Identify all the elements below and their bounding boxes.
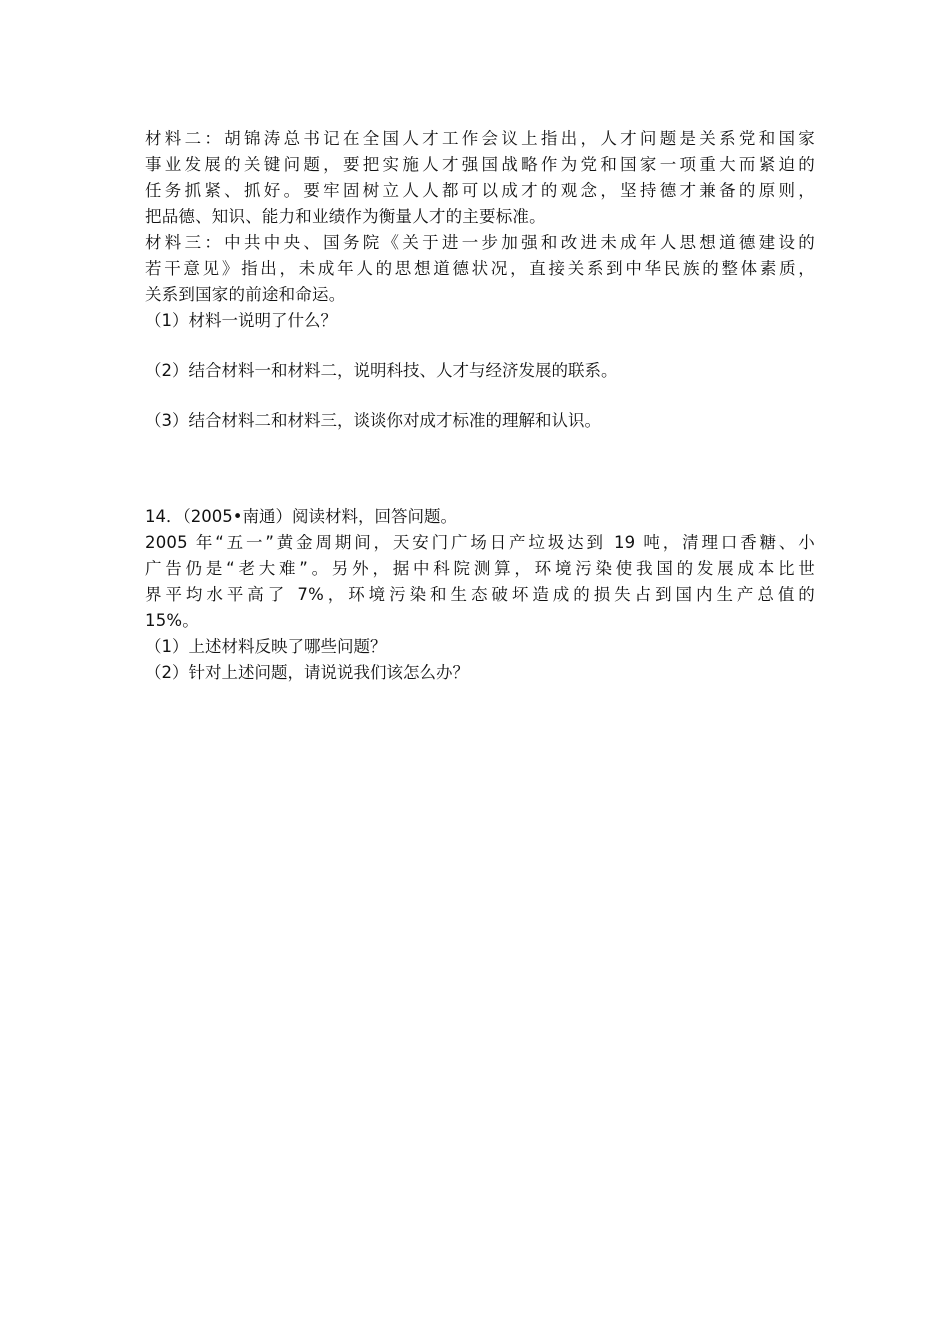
material-three-line: 若干意见》指出，未成年人的思想道德状况，直接关系到中华民族的整体素质， [145,259,815,278]
question-1: （1）材料一说明了什么？ [145,311,337,330]
material-three-line: 材料三：中共中央、国务院《关于进一步加强和改进未成年人思想道德建设的 [145,233,815,252]
material-two-line: 材料二：胡锦涛总书记在全国人才工作会议上指出，人才问题是关系党和国家 [145,129,815,148]
material-three-line: 关系到国家的前途和命运。 [145,285,346,304]
question-14-heading: 14．（2005•南通）阅读材料，回答问题。 [145,507,457,526]
question-14-sub-1: （1）上述材料反映了哪些问题？ [145,637,387,656]
document-content [145,126,815,686]
question-14 [145,504,815,686]
question-14-sub-2: （2）针对上述问题，请说说我们该怎么办？ [145,663,469,682]
material-two [145,126,815,230]
question-14-passage-line: 界平均水平高了 7%，环境污染和生态破坏造成的损失占到国内生产总值的 [145,585,815,604]
question-3: （3）结合材料二和材料三，谈谈你对成才标准的理解和认识。 [145,411,601,430]
material-two-line: 把品德、知识、能力和业绩作为衡量人才的主要标准。 [145,207,546,226]
question-14-passage-line: 15%。 [145,611,199,630]
question-14-passage-line: 广告仍是“老大难”。另外，据中科院测算，环境污染使我国的发展成本比世 [145,559,815,578]
material-two-line: 事业发展的关键问题，要把实施人才强国战略作为党和国家一项重大而紧迫的 [145,155,815,174]
material-two-line: 任务抓紧、抓好。要牢固树立人人都可以成才的观念，坚持德才兼备的原则， [145,181,815,200]
question-14-passage-line: 2005 年“五一”黄金周期间，天安门广场日产垃圾达到 19 吨，清理口香糖、小 [145,533,815,552]
question-2: （2）结合材料一和材料二，说明科技、人才与经济发展的联系。 [145,361,618,380]
section1-questions [145,308,815,434]
material-three [145,230,815,308]
